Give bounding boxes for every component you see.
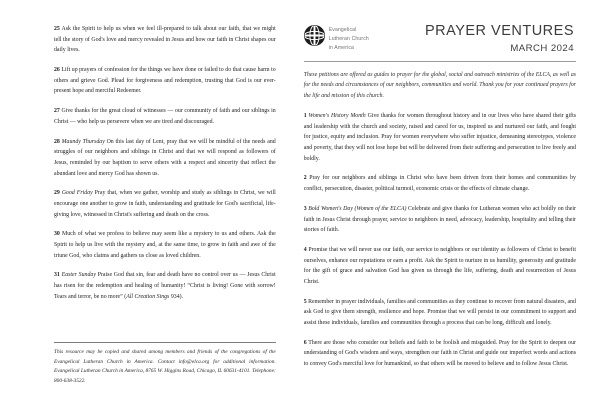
document-title: PRAYER VENTURES <box>424 23 574 39</box>
brand-line-3: in America <box>328 44 354 51</box>
petition-text: Ask the Spirit to help us when we feel ill-prepared to talk about our faith, that we might tell the story of God's love and mercy revealed in Jesus and how our faith in Christ shapes our daily lives. <box>54 26 276 54</box>
petition-number: 28 <box>54 138 60 145</box>
petition-5 <box>304 297 576 329</box>
petition-text: On this last day of Lent, pray that we will be mindful of the needs and struggles of our neighbors and siblings in Christ and that we will respond as followers of Jesus, reminded by our baptism to serve others with a respect and sincerity that reflect the abundant love and mercy God has shown us. <box>54 138 276 177</box>
petition-number: 4 <box>303 246 307 253</box>
petition-text: Pray for our neighbors and siblings in Christ who have been driven from their homes and communities by conflict, persecution, disaster, political turmoil, economic crisis or the effects of climate change. <box>303 175 576 193</box>
petition-text: Lift up prayers of confession for the things we have done or failed to do that cause harm to others and grieve God. Plead for forgiveness and redemption, trusting that God is our ever-present hope and merciful Redeemer. <box>54 67 276 95</box>
petition-28 <box>54 137 276 180</box>
elca-cross-globe-icon <box>304 25 325 46</box>
brand-name <box>329 25 369 52</box>
petition-text: Remember in prayer individuals, families and communities as they continue to recover from natural disasters, and ask God to give them strength, resilience and hope. Promise that we will persist in our commitment to support and assist these individuals, families and communities through a process that can be long, difficult and lonely. <box>303 298 576 327</box>
masthead <box>304 24 576 54</box>
petition-25 <box>54 24 276 56</box>
petition-observance: Women's History Month <box>308 113 366 120</box>
left-column <box>14 24 294 386</box>
brand-line-2: Lutheran Church <box>328 35 369 42</box>
petition-number: 25 <box>54 26 60 32</box>
header-divider <box>304 61 576 62</box>
footer-spacer <box>54 302 276 342</box>
petition-number: 30 <box>54 231 60 238</box>
left-petition-list <box>54 24 276 302</box>
petition-observance: Maundy Thursday <box>61 138 105 145</box>
petition-text: There are those who consider our beliefs and faith to be foolish and misguided. Pray for the Spirit to deepen our understanding of God's wisdom and ways, strengthen our faith in Christ and guide our imperfect words and actions to convey God's merciful love for humankind, so that others will be moved to believe and to follow Jesus Christ. <box>303 339 576 368</box>
petition-observance: Bold Women's Day (Women of the ELCA) <box>308 205 407 212</box>
petition-26 <box>54 65 276 97</box>
petition-number: 26 <box>54 67 60 74</box>
title-block <box>425 24 576 54</box>
petition-30 <box>54 229 276 261</box>
right-column <box>294 24 586 386</box>
petition-number: 27 <box>54 108 60 115</box>
petition-observance: Easter Sunday <box>61 272 96 279</box>
intro-paragraph: These petitions are offered as guides to prayer for the global, social and outreach ministries of the ELCA, as well as for the needs and circumstances of our neighbors, communities and world. Thank you for your continued prayers for the life and mission of this church. <box>303 71 577 99</box>
petition-text: Pray that, when we gather, worship and study as siblings in Christ, we will encourage one another to grow in faith, understanding and gratitude for God's sacrificial, life-giving love, witnessed in Christ's suffering and death on the cross. <box>54 190 276 218</box>
petition-text: Much of what we profess to believe may seem like a mystery to us and others. Ask the Spirit to help us live with the mystery and, at the same time, to grow in faith and awe of the triune God, who claims and gathers us close as loved children. <box>54 231 276 259</box>
petition-number: 2 <box>303 175 307 182</box>
petition-6 <box>304 338 576 370</box>
petition-number: 6 <box>303 339 307 346</box>
petition-text: Praise God that sin, fear and death have no control over us — Jesus Christ has risen for the redemption and healing of humanity! “Christ is living! Gone with sorrow! Tears and terror, be no more” ( <box>54 272 276 300</box>
petition-number: 5 <box>303 298 307 305</box>
petition-number: 29 <box>54 190 60 197</box>
copyright-footer: This resource may be copied and shared among members and friends of the congregations of the Evangelical Lutheran Church in America. Contact info@elca.org for additional information. Evangelical Lutheran Church in America, 8765 W. Higgins Road, Chicago, IL 60631-4101. Telephone: 800-638-3522. <box>54 342 276 386</box>
petition-2 <box>304 173 576 194</box>
petition-text: Promise that we will never use our faith, our service to neighbors or our identity as followers of Christ to benefit ourselves, enhance our reputations or earn a profit. Ask the Spirit to nurture in us humility, generosity and gratitude for the gift of grace and salvation God has given us through the life, suffering, death and resurrection of Jesus Christ. <box>303 246 576 285</box>
petition-number: 3 <box>303 205 307 212</box>
petition-citation: All Creation Sings <box>126 293 170 300</box>
petition-text: Give thanks for the great cloud of witnesses — our community of faith and our siblings in Christ — who help us persevere when we are tired and discouraged. <box>54 108 276 125</box>
petition-1 <box>304 111 576 164</box>
petition-text: Give thanks for women throughout history and in our lives who have shared their gifts and leadership with the church and society, raised and cared for us, inspired us and nurtured our faith, and fought for justice, equity and inclusion. Pray for women everywhere who suffer injustice, demeaning stereotypes, violence and poverty, that they will not lose hope but will be delivered from their suffering and persecution to live freely and boldly. <box>303 113 576 162</box>
petition-text: Celebrate and give thanks for Lutheran women who act boldly on their faith in Jesus Christ through prayer, service to neighbors in need, advocacy, leadership, hospitality and telling their stories of faith. <box>303 205 576 234</box>
petition-31 <box>54 270 276 302</box>
petition-29 <box>54 188 276 220</box>
brand-lockup <box>304 24 369 52</box>
petition-text-tail: 934). <box>169 293 184 300</box>
right-petition-list <box>304 111 576 370</box>
petition-27 <box>54 106 276 127</box>
petition-number: 1 <box>303 113 307 120</box>
document-date: MARCH 2024 <box>510 42 574 54</box>
petition-4 <box>304 245 576 288</box>
petition-observance: Good Friday <box>61 190 93 197</box>
brand-line-1: Evangelical <box>328 27 357 33</box>
petition-3 <box>304 204 576 236</box>
petition-number: 31 <box>54 272 60 279</box>
